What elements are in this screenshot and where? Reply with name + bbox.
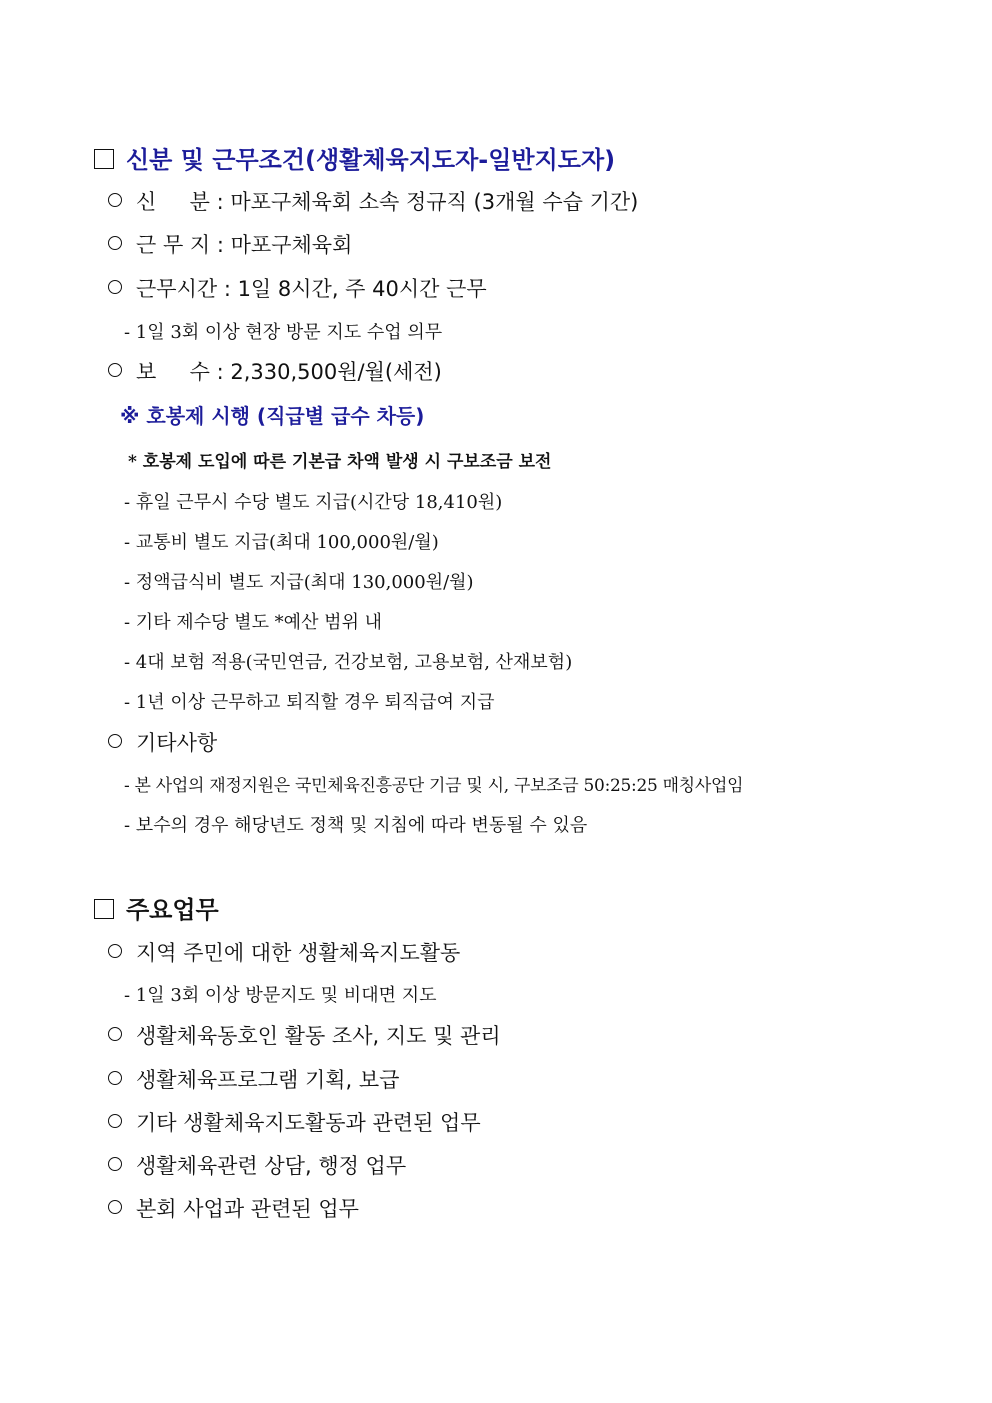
item-text: 신 분 : 마포구체육회 소속 정규직 (3개월 수습 기간) — [136, 190, 639, 214]
list-item — [108, 1193, 359, 1223]
list-item — [108, 1150, 406, 1180]
circle-bullet-icon — [108, 1027, 122, 1041]
sub-item: - 보수의 경우 해당년도 정책 및 지침에 따라 변동될 수 있음 — [124, 815, 588, 836]
sub-item: - 본 사업의 재정지원은 국민체육진흥공단 기금 및 시, 구보조금 50:25:25 매칭사업임 — [124, 776, 744, 796]
sub-item: - 정액급식비 별도 지급(최대 130,000원/월) — [124, 572, 474, 593]
circle-bullet-icon — [108, 944, 122, 958]
circle-bullet-icon — [108, 236, 122, 250]
list-item — [108, 186, 638, 216]
item-text: 생활체육프로그램 기획, 보급 — [136, 1068, 400, 1092]
sub-item: - 1년 이상 근무하고 퇴직할 경우 퇴직급여 지급 — [124, 692, 495, 713]
star-note: * 호봉제 도입에 따른 기본급 차액 발생 시 구보조금 보전 — [128, 452, 552, 472]
list-item — [108, 727, 217, 757]
item-text: 본회 사업과 관련된 업무 — [136, 1197, 359, 1221]
item-text: 생활체육동호인 활동 조사, 지도 및 관리 — [136, 1024, 501, 1048]
circle-bullet-icon — [108, 1071, 122, 1085]
sub-item: - 교통비 별도 지급(최대 100,000원/월) — [124, 532, 439, 553]
section-title: 주요업무 — [126, 896, 219, 924]
checkbox-square-icon — [94, 899, 114, 919]
circle-bullet-icon — [108, 193, 122, 207]
item-text: 근 무 지 : 마포구체육회 — [136, 233, 353, 257]
item-text: 생활체육관련 상담, 행정 업무 — [136, 1154, 407, 1178]
list-item — [108, 229, 352, 259]
circle-bullet-icon — [108, 280, 122, 294]
circle-bullet-icon — [108, 1157, 122, 1171]
item-text: 기타사항 — [136, 731, 218, 755]
circle-bullet-icon — [108, 1200, 122, 1214]
sub-item: - 1일 3회 이상 현장 방문 지도 수업 의무 — [124, 322, 443, 343]
list-item — [108, 1020, 501, 1050]
section-heading — [94, 140, 615, 175]
checkbox-square-icon — [94, 149, 114, 169]
circle-bullet-icon — [108, 363, 122, 377]
item-text: 근무시간 : 1일 8시간, 주 40시간 근무 — [136, 277, 487, 301]
list-item — [108, 356, 442, 386]
item-text: 기타 생활체육지도활동과 관련된 업무 — [136, 1111, 481, 1135]
section-title: 신분 및 근무조건(생활체육지도자-일반지도자) — [126, 146, 616, 174]
sub-item: - 휴일 근무시 수당 별도 지급(시간당 18,410원) — [124, 492, 503, 513]
item-text: 지역 주민에 대한 생활체육지도활동 — [136, 941, 461, 965]
list-item — [108, 1064, 399, 1094]
list-item — [108, 937, 460, 967]
list-item — [108, 273, 487, 303]
sub-item: - 기타 제수당 별도 *예산 범위 내 — [124, 612, 383, 633]
item-text: 보 수 : 2,330,500원/월(세전) — [136, 360, 442, 384]
note-text: ※ 호봉제 시행 (직급별 급수 차등) — [120, 404, 425, 428]
sub-item: - 1일 3회 이상 방문지도 및 비대면 지도 — [124, 985, 437, 1006]
sub-item: - 4대 보험 적용(국민연금, 건강보험, 고용보험, 산재보험) — [124, 652, 573, 673]
circle-bullet-icon — [108, 734, 122, 748]
section-heading — [94, 890, 219, 925]
list-item — [108, 1107, 481, 1137]
circle-bullet-icon — [108, 1114, 122, 1128]
